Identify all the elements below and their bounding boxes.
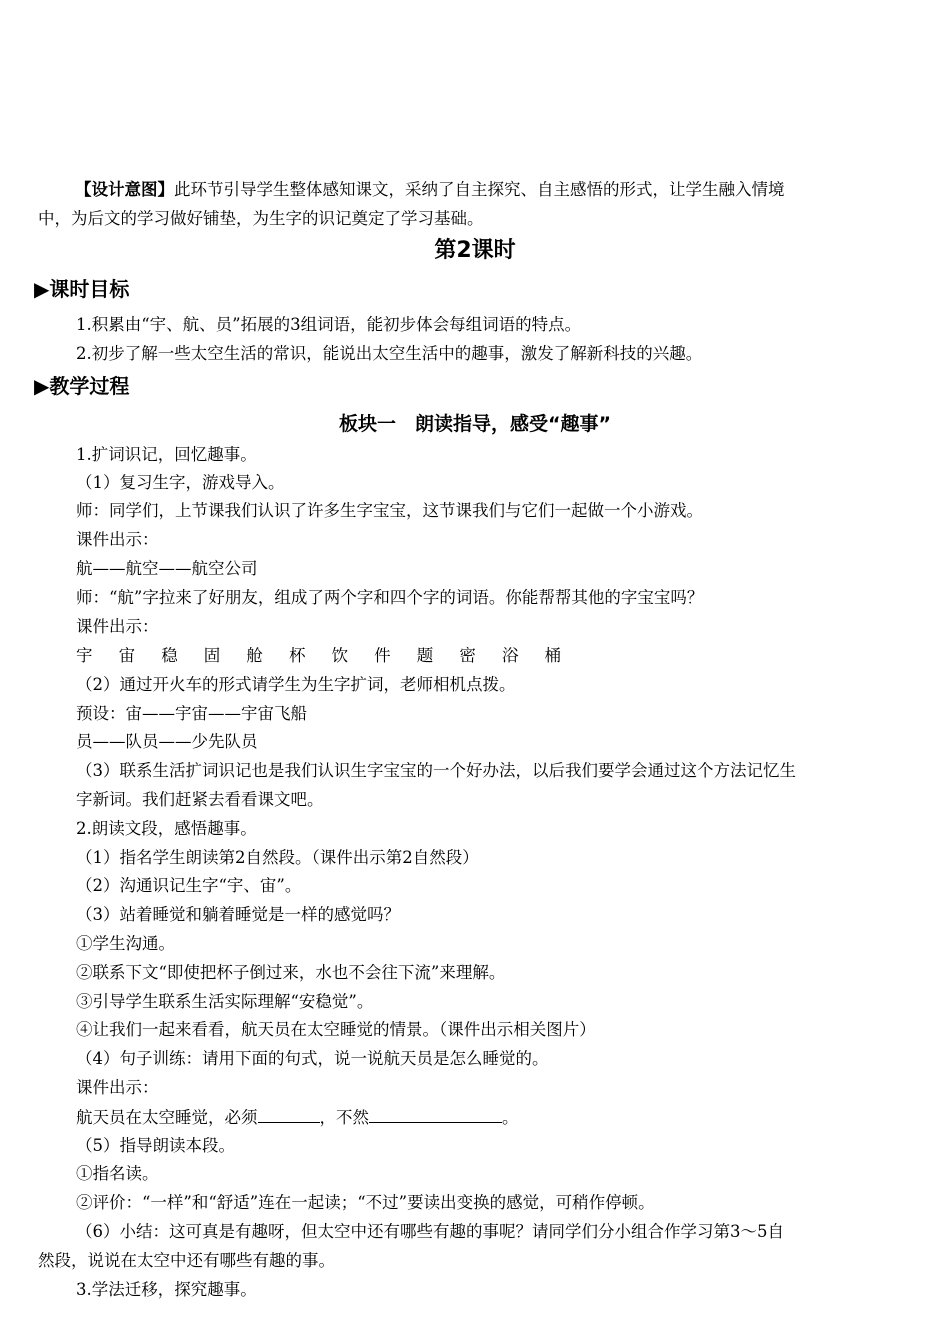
text-line: （5）指导朗读本段。 bbox=[76, 1136, 235, 1155]
character: 浴 bbox=[501, 646, 519, 665]
fill-blank-1[interactable] bbox=[258, 1106, 320, 1123]
text-line: （1）指名学生朗读第2自然段。（课件出示第2自然段） bbox=[76, 848, 479, 867]
fill-blank-2[interactable] bbox=[369, 1106, 502, 1123]
text-line: ①指名读。 bbox=[76, 1164, 159, 1183]
text-line: 师：同学们，上节课我们认识了许多生字宝宝，这节课我们与它们一起做一个小游戏。 bbox=[76, 501, 703, 520]
text-line: 航——航空——航空公司 bbox=[76, 559, 258, 578]
character: 杯 bbox=[288, 646, 306, 665]
text-line: ④让我们一起来看看，航天员在太空睡觉的情景。（课件出示相关图片） bbox=[76, 1020, 596, 1039]
character: 舱 bbox=[246, 646, 263, 665]
text-line: 2.朗读文段，感悟趣事。 bbox=[76, 819, 257, 838]
text-line: 员——队员——少先队员 bbox=[76, 732, 258, 751]
sentence-frame-part1: 航天员在太空睡觉，必须 bbox=[76, 1108, 258, 1127]
text-line: （4）句子训练：请用下面的句式，说一说航天员是怎么睡觉的。 bbox=[76, 1049, 549, 1068]
sentence-frame-part3: 。 bbox=[502, 1108, 519, 1127]
character-row bbox=[0, 645, 950, 667]
design-intent-text: 此环节引导学生整体感知课文，采纳了自主探究、自主感悟的形式，让学生融入情境 bbox=[174, 180, 785, 199]
text-line: （3）站着睡觉和躺着睡觉是一样的感觉吗？ bbox=[76, 905, 400, 924]
text-line: （2）沟通识记生字“宇、宙”。 bbox=[76, 876, 302, 895]
text-line: （2）通过开火车的形式请学生为生字扩词，老师相机点拨。 bbox=[76, 675, 516, 694]
character: 宙 bbox=[118, 646, 136, 665]
text-line: ②联系下文“即使把杯子倒过来，水也不会往下流”来理解。 bbox=[76, 963, 506, 982]
text-line: 3.学法迁移，探究趣事。 bbox=[76, 1280, 257, 1299]
process-heading: ▶教学过程 bbox=[34, 374, 130, 398]
character: 饮 bbox=[331, 646, 349, 665]
sentence-frame-part2: ，不然 bbox=[319, 1108, 369, 1127]
text-line: 师：“航”字拉来了好朋友，组成了两个字和四个字的词语。你能帮帮其他的字宝宝吗？ bbox=[76, 588, 704, 607]
text-line: 课件出示： bbox=[76, 617, 159, 636]
text-line: ①学生沟通。 bbox=[76, 934, 175, 953]
block-title: 板块一 朗读指导，感受“趣事” bbox=[339, 413, 611, 435]
text-line: （6）小结：这可真是有趣呀，但太空中还有哪些有趣的事呢？请同学们分小组合作学习第3～5自 bbox=[76, 1222, 784, 1241]
text-line: （1）复习生字，游戏导入。 bbox=[76, 473, 285, 492]
character: 密 bbox=[459, 646, 476, 665]
character: 固 bbox=[203, 646, 221, 665]
text-line: 预设：宙——宇宙——宇宙飞船 bbox=[76, 704, 307, 723]
design-intent-label: 【设计意图】 bbox=[75, 180, 174, 199]
character: 题 bbox=[416, 646, 434, 665]
design-intent-line-1 bbox=[0, 179, 950, 201]
sentence-frame bbox=[0, 1106, 950, 1129]
lesson-title: 第2课时 bbox=[434, 238, 516, 263]
text-line: （3）联系生活扩词识记也是我们认识生字宝宝的一个好办法，以后我们要学会通过这个方法记忆生 bbox=[76, 761, 796, 780]
character: 件 bbox=[374, 646, 391, 665]
goals-heading: ▶课时目标 bbox=[34, 277, 130, 301]
goal-item: 1.积累由“宇、航、员”拓展的3组词语，能初步体会每组词语的特点。 bbox=[76, 315, 582, 334]
text-line: 字新词。我们赶紧去看看课文吧。 bbox=[76, 790, 324, 809]
character: 稳 bbox=[161, 646, 178, 665]
text-line: ②评价：“一样”和“舒适”连在一起读；“不过”要读出变换的感觉，可稍作停顿。 bbox=[76, 1193, 655, 1212]
text-line: 课件出示： bbox=[76, 530, 159, 549]
text-line: 1.扩词识记，回忆趣事。 bbox=[76, 445, 257, 464]
goal-item: 2.初步了解一些太空生活的常识，能说出太空生活中的趣事，激发了解新科技的兴趣。 bbox=[76, 344, 703, 363]
text-line: 课件出示： bbox=[76, 1078, 159, 1097]
design-intent-line-2: 中，为后文的学习做好铺垫，为生字的识记奠定了学习基础。 bbox=[38, 209, 484, 228]
text-line: ③引导学生联系生活实际理解“安稳觉”。 bbox=[76, 992, 374, 1011]
character: 宇 bbox=[76, 646, 93, 665]
text-line: 然段，说说在太空中还有哪些有趣的事。 bbox=[38, 1251, 335, 1270]
character: 桶 bbox=[544, 646, 562, 665]
